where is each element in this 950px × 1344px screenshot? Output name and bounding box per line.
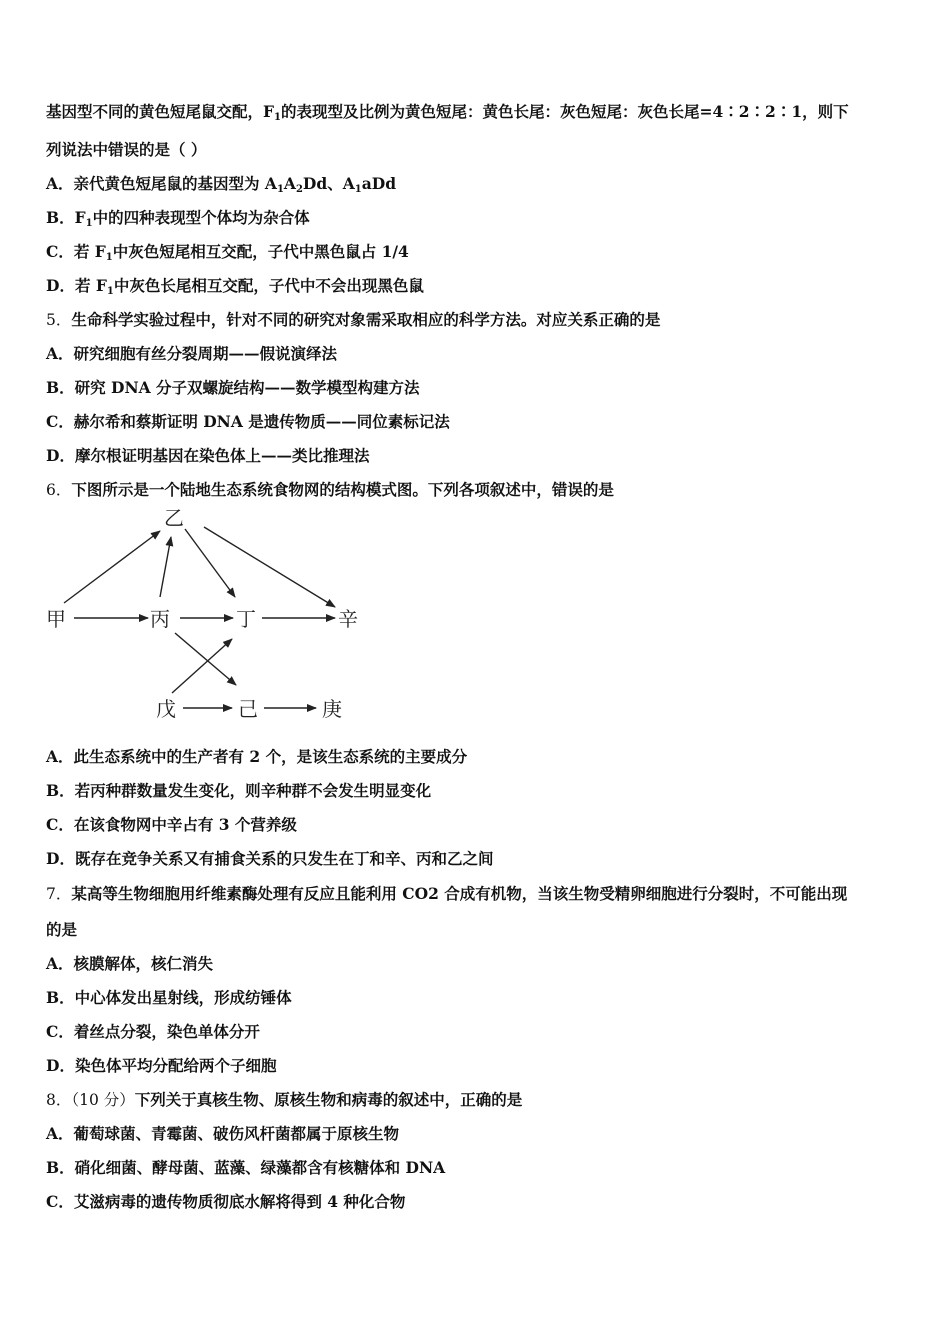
q4-option-c: C．若 $F_1$中灰色短尾相互交配，子代中黑色鼠占 1/4 [46, 242, 409, 263]
q7-option-a: A．核膜解体，核仁消失 [46, 954, 214, 973]
q6-number: 6． [46, 481, 72, 499]
q8-stem: 8．（10 分）下列关于真核生物、原核生物和病毒的叙述中，正确的是 [46, 1090, 523, 1109]
q5-option-a: A．研究细胞有丝分裂周期——假说演绎法 [46, 344, 338, 363]
q8-option-a: A．葡萄球菌、青霉菌、破伤风杆菌都属于原核生物 [46, 1124, 400, 1143]
q5-number: 5． [46, 311, 72, 329]
arrow-yi-ding [185, 529, 235, 597]
q7-stem-line2: 的是 [46, 920, 78, 939]
q5-option-b: B．研究 DNA 分子双螺旋结构——数学模型构建方法 [46, 378, 420, 397]
q4-option-a: A．亲代黄色短尾鼠的基因型为 $A_1A_2Dd$、$A_1aDd$ [46, 174, 397, 195]
arrow-bing-ji [175, 633, 236, 685]
food-web-diagram [40, 505, 370, 730]
node-bing: 丙 [150, 607, 170, 631]
q4-option-b: B．$F_1$中的四种表现型个体均为杂合体 [46, 208, 310, 229]
q6-option-a: A．此生态系统中的生产者有 2 个，是该生态系统的主要成分 [46, 747, 468, 766]
q6-option-d: D．既存在竞争关系又有捕食关系的只发生在丁和辛、丙和乙之间 [46, 849, 494, 868]
node-xin: 辛 [338, 607, 358, 631]
node-ji: 己 [238, 697, 258, 721]
q5-option-d: D．摩尔根证明基因在染色体上——类比推理法 [46, 446, 370, 465]
q4-stem-line2: 列说法中错误的是（ ） [46, 140, 207, 159]
q7-number: 7． [46, 885, 72, 903]
q8-option-c: C．艾滋病毒的遗传物质彻底水解将得到 4 种化合物 [46, 1192, 406, 1211]
arrow-yi-xin [204, 527, 335, 607]
q7-option-b: B．中心体发出星射线，形成纺锤体 [46, 988, 292, 1007]
q4-stem-line1: 基因型不同的黄色短尾鼠交配，$F_1$的表现型及比例为黄色短尾：黄色长尾：灰色短尾：灰色长尾=4∶2∶2∶1，则下 [46, 102, 849, 123]
q5-stem: 5．生命科学实验过程中，针对不同的研究对象需采取相应的科学方法。对应关系正确的是 [46, 310, 661, 329]
node-geng: 庚 [322, 697, 342, 721]
node-yi: 乙 [164, 506, 184, 530]
arrow-jia-yi [64, 531, 160, 603]
q5-option-c: C．赫尔希和蔡斯证明 DNA 是遗传物质——同位素标记法 [46, 412, 450, 431]
q8-score: （10 分） [71, 1091, 135, 1109]
node-ding: 丁 [236, 607, 256, 631]
q6-stem: 6．下图所示是一个陆地生态系统食物网的结构模式图。下列各项叙述中，错误的是 [46, 480, 614, 499]
q7-option-d: D．染色体平均分配给两个子细胞 [46, 1056, 277, 1075]
q8-option-b: B．硝化细菌、酵母菌、蓝藻、绿藻都含有核糖体和 DNA [46, 1158, 446, 1177]
node-jia: 甲 [46, 607, 66, 631]
q8-number: 8． [46, 1091, 72, 1109]
q4-option-d: D．若 $F_1$中灰色长尾相互交配，子代中不会出现黑色鼠 [46, 276, 424, 297]
node-wu: 戊 [156, 697, 176, 721]
q7-option-c: C．着丝点分裂，染色单体分开 [46, 1022, 260, 1041]
arrow-wu-ding [172, 639, 232, 693]
q7-stem-line1: 7．某高等生物细胞用纤维素酶处理有反应且能利用 CO2 合成有机物，当该生物受精卵细胞进行分裂时，不可能出现 [46, 884, 848, 903]
q6-option-b: B．若丙种群数量发生变化，则辛种群不会发生明显变化 [46, 781, 432, 800]
arrow-bing-yi [160, 537, 171, 597]
q6-option-c: C．在该食物网中辛占有 3 个营养级 [46, 815, 297, 834]
